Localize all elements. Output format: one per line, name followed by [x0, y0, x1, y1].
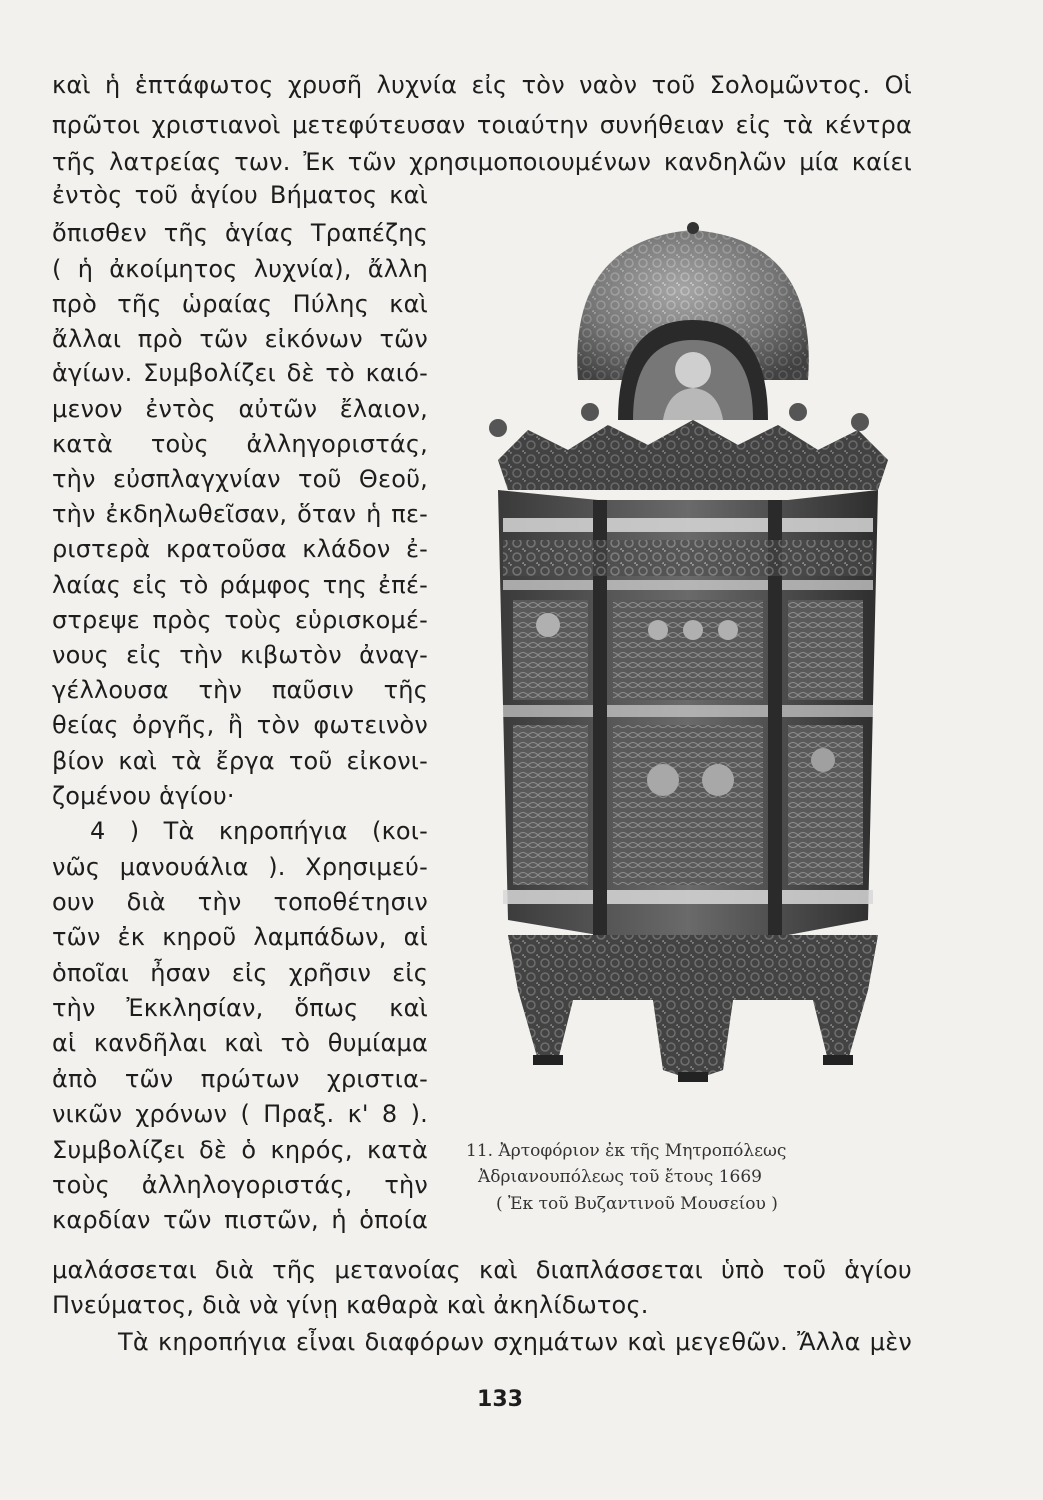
text-line: νικῶν χρόνων ( Πραξ. κ' 8 ). [52, 1100, 428, 1128]
text-line: ἀπὸ τῶν πρώτων χριστια- [52, 1065, 428, 1093]
text-line: ἁγίων. Συμβολίζει δὲ τὸ καιό- [52, 359, 428, 387]
text-line: καὶ ἡ ἑπτάφωτος χρυσῆ λυχνία εἰς τὸν ναὸν τοῦ Σολομῶντος. Οἱ [52, 71, 912, 99]
text-line: ουν διὰ τὴν τοποθέτησιν [52, 888, 428, 916]
figure-caption-line: 11. Ἀρτοφόριον ἐκ τῆς Μητροπόλεως [466, 1141, 787, 1161]
text-line: τῶν ἐκ κηροῦ λαμπάδων, αἱ [52, 923, 428, 951]
text-line: Πνεύματος, διὰ νὰ γίνῃ καθαρὰ καὶ ἀκηλίδωτος. [52, 1291, 649, 1319]
figure-caption-line: ( Ἐκ τοῦ Βυζαντινοῦ Μουσείου ) [496, 1194, 778, 1214]
text-line: λαίας εἰς τὸ ράμφος της ἐπέ- [52, 571, 428, 599]
text-line: ἄλλαι πρὸ τῶν εἰκόνων τῶν [52, 325, 428, 353]
text-line: πρῶτοι χριστιανοὶ μετεφύτευσαν τοιαύτην συνήθειαν εἰς τὰ κέντρα [52, 111, 912, 139]
text-line: μενον ἐντὸς αὐτῶν ἔλαιον, [52, 395, 428, 423]
text-line: τῆς λατρείας των. Ἐκ τῶν χρησιμοποιουμένων κανδηλῶν μία καίει [52, 148, 912, 176]
text-line: αἱ κανδῆλαι καὶ τὸ θυμίαμα [52, 1029, 428, 1057]
text-line: θείας ὀργῆς, ἢ τὸν φωτεινὸν [52, 711, 428, 739]
text-line: μαλάσσεται διὰ τῆς μετανοίας καὶ διαπλάσσεται ὑπὸ τοῦ ἁγίου [52, 1256, 912, 1284]
text-line: τὴν εὐσπλαγχνίαν τοῦ Θεοῦ, [52, 465, 428, 493]
text-line: 4 ) Τὰ κηροπήγια (κοι- [90, 817, 428, 845]
artophorion-photo [468, 200, 908, 1130]
text-line: κατὰ τοὺς ἀλληγοριστάς, [52, 430, 428, 458]
text-line: νους εἰς τὴν κιβωτὸν ἀναγ- [52, 641, 428, 669]
text-line: νῶς μανουάλια ). Χρησιμεύ- [52, 853, 428, 881]
text-line: τὴν ἐκδηλωθεῖσαν, ὅταν ἡ πε- [52, 500, 428, 528]
text-line: ζομένου ἁγίου· [52, 782, 235, 810]
text-line: ριστερὰ κρατοῦσα κλάδον ἐ- [52, 535, 428, 563]
text-line: γέλλουσα τὴν παῦσιν τῆς [52, 676, 428, 704]
text-line: βίον καὶ τὰ ἔργα τοῦ εἰκονι- [52, 747, 428, 775]
text-line: ἐντὸς τοῦ ἁγίου Βήματος καὶ [52, 181, 428, 209]
page-number: 133 [477, 1387, 523, 1412]
text-line: τὴν Ἐκκλησίαν, ὅπως καὶ [52, 994, 428, 1022]
text-line: στρεψε πρὸς τοὺς εὑρισκομέ- [52, 606, 428, 634]
text-line: Τὰ κηροπήγια εἶναι διαφόρων σχημάτων καὶ μεγεθῶν. Ἄλλα μὲν [118, 1328, 912, 1356]
text-line: ( ἡ ἀκοίμητος λυχνία), ἄλλη [52, 255, 428, 283]
text-line: τοὺς ἀλληλογοριστάς, τὴν [52, 1171, 428, 1199]
figure-caption-line: Ἀδριανουπόλεως τοῦ ἔτους 1669 [478, 1167, 762, 1187]
text-line: πρὸ τῆς ὡραίας Πύλης καὶ [52, 290, 428, 318]
text-line: ὁποῖαι ἦσαν εἰς χρῆσιν εἰς [52, 959, 428, 987]
text-line: Συμβολίζει δὲ ὁ κηρός, κατὰ [52, 1136, 428, 1164]
text-line: ὄπισθεν τῆς ἁγίας Τραπέζης [52, 219, 428, 247]
text-line: καρδίαν τῶν πιστῶν, ἡ ὁποία [52, 1206, 428, 1234]
